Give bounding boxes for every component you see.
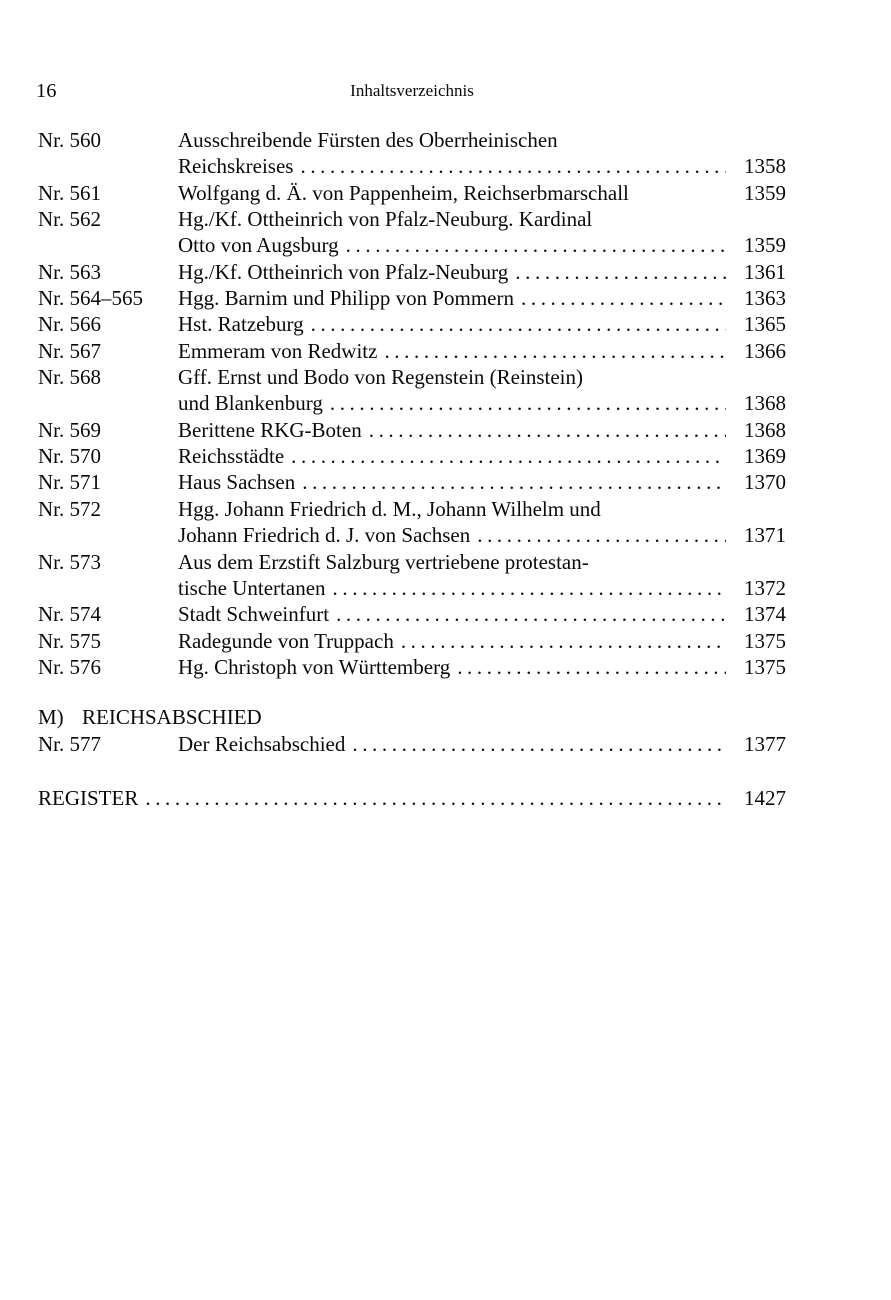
entry-title: Johann Friedrich d. J. von Sachsen	[178, 523, 471, 548]
entry-number: Nr. 577	[38, 731, 101, 756]
toc-row	[38, 127, 786, 153]
entry-page-number: 1368	[744, 417, 786, 442]
section-reichsabschied	[38, 704, 786, 757]
toc-row	[38, 654, 786, 680]
entry-title: Haus Sachsen	[178, 470, 296, 495]
entry-title: Der Reichsabschied	[178, 731, 346, 756]
entry-page-number: 1359	[744, 233, 786, 258]
entry-title: Emmeram von Redwitz	[178, 338, 378, 363]
entry-number: Nr. 560	[38, 128, 101, 152]
entry-page-number: 1369	[744, 444, 786, 469]
entry-number: Nr. 571	[38, 470, 101, 495]
entry-title: Reichsstädte	[178, 444, 285, 469]
entry-page-number: 1366	[744, 338, 786, 363]
entry-title: Hg./Kf. Ottheinrich von Pfalz-Neuburg. Kardinal	[178, 207, 593, 232]
entry-page-number: 1365	[744, 312, 786, 337]
entry-page-number: 1370	[744, 470, 786, 495]
leader-dots	[336, 601, 726, 627]
section-title: REICHSABSCHIED	[82, 705, 262, 730]
entry-number: Nr. 573	[38, 549, 101, 574]
leader-dots	[311, 311, 726, 337]
toc-row	[38, 628, 786, 654]
entry-number: Nr. 568	[38, 365, 101, 390]
entry-title: tische Untertanen	[178, 575, 326, 600]
toc-row	[38, 364, 786, 390]
toc-row	[38, 338, 786, 364]
toc-row	[38, 731, 786, 757]
entry-number: Nr. 563	[38, 259, 101, 284]
entry-title: Reichskreises	[178, 154, 294, 179]
leader-dots	[300, 153, 726, 179]
entry-title: Ausschreibende Fürsten des Oberrheinischen	[178, 128, 558, 152]
toc-row	[38, 206, 786, 232]
toc-row	[38, 522, 786, 548]
entry-number: Nr. 561	[38, 180, 101, 205]
toc-row	[38, 549, 786, 575]
section-entries	[38, 731, 786, 757]
toc-row	[38, 417, 786, 443]
entry-number: Nr. 572	[38, 496, 101, 521]
entry-title: und Blankenburg	[178, 391, 323, 416]
entry-page-number: 1363	[744, 286, 786, 311]
entry-number: Nr. 570	[38, 444, 101, 469]
leader-dots	[145, 785, 726, 811]
register-label: REGISTER	[38, 785, 139, 810]
entry-page-number: 1358	[744, 154, 786, 179]
leader-dots	[457, 654, 726, 680]
entry-page-number: 1375	[744, 654, 786, 679]
register-page-number: 1427	[744, 785, 786, 810]
entry-number: Nr. 569	[38, 417, 101, 442]
toc-row	[38, 311, 786, 337]
leader-dots	[346, 232, 726, 258]
entry-page-number: 1374	[744, 602, 786, 627]
entry-title: Otto von Augsburg	[178, 233, 339, 258]
section-header	[38, 704, 786, 730]
entry-title: Gff. Ernst und Bodo von Regenstein (Reinstein)	[178, 365, 583, 390]
entry-page-number: 1372	[744, 575, 786, 600]
entry-title: Wolfgang d. Ä. von Pappenheim, Reichserbmarschall	[178, 180, 629, 205]
toc-row	[38, 601, 786, 627]
entry-title: Stadt Schweinfurt	[178, 602, 330, 627]
entry-number: Nr. 567	[38, 338, 101, 363]
toc-entries	[38, 127, 786, 680]
entry-title: Hst. Ratzeburg	[178, 312, 304, 337]
running-title: Inhaltsverzeichnis	[350, 81, 474, 100]
leader-dots	[477, 522, 726, 548]
section-letter: M)	[38, 705, 64, 730]
entry-title: Hgg. Johann Friedrich d. M., Johann Wilhelm und	[178, 496, 601, 521]
entry-title: Hg./Kf. Ottheinrich von Pfalz-Neuburg	[178, 259, 509, 284]
entry-title: Hg. Christoph von Württemberg	[178, 654, 451, 679]
leader-dots	[333, 575, 726, 601]
toc-row	[38, 180, 786, 206]
leader-dots	[515, 259, 726, 285]
entry-title: Berittene RKG-Boten	[178, 417, 362, 442]
entry-page-number: 1361	[744, 259, 786, 284]
entry-page-number: 1371	[744, 523, 786, 548]
toc-row	[38, 232, 786, 258]
leader-dots	[384, 338, 726, 364]
toc-row	[38, 390, 786, 416]
toc-row	[38, 575, 786, 601]
toc-row	[38, 496, 786, 522]
entry-number: Nr. 562	[38, 207, 101, 232]
entry-number: Nr. 575	[38, 628, 101, 653]
toc-row	[38, 285, 786, 311]
entry-page-number: 1359	[744, 180, 786, 205]
leader-dots	[302, 469, 726, 495]
register-row	[38, 785, 786, 811]
entry-page-number: 1375	[744, 628, 786, 653]
toc-row	[38, 259, 786, 285]
entry-page-number: 1377	[744, 731, 786, 756]
leader-dots	[521, 285, 726, 311]
entry-title: Radegunde von Truppach	[178, 628, 394, 653]
toc-content	[38, 80, 786, 811]
entry-number: Nr. 566	[38, 312, 101, 337]
toc-row	[38, 443, 786, 469]
leader-dots	[352, 731, 726, 757]
toc-row	[38, 469, 786, 495]
entry-page-number: 1368	[744, 391, 786, 416]
entry-number: Nr. 576	[38, 654, 101, 679]
leader-dots	[401, 628, 726, 654]
leader-dots	[369, 417, 726, 443]
entry-number: Nr. 564–565	[38, 286, 143, 311]
leader-dots	[291, 443, 726, 469]
entry-title: Hgg. Barnim und Philipp von Pommern	[178, 286, 514, 311]
page-header	[38, 80, 786, 102]
entry-title: Aus dem Erzstift Salzburg vertriebene protestan-	[178, 549, 589, 574]
entry-number: Nr. 574	[38, 602, 101, 627]
leader-dots	[330, 390, 726, 416]
toc-row	[38, 153, 786, 179]
folio-page-number: 16	[36, 80, 57, 102]
